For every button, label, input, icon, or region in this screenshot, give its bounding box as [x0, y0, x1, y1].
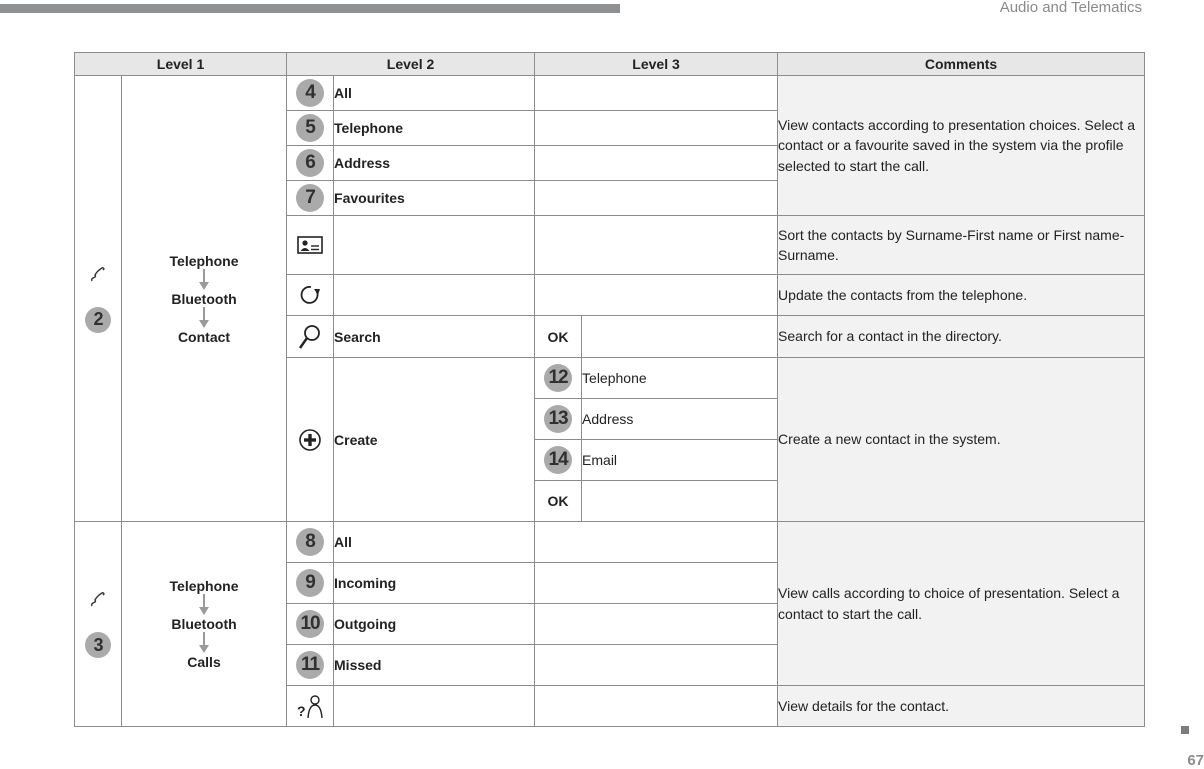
step-badge: 12: [544, 364, 572, 392]
empty-cell: [582, 316, 778, 358]
level1-contacts-path: [122, 76, 287, 522]
page-number: 67: [1187, 752, 1204, 769]
step-badge: 7: [296, 184, 324, 212]
down-arrow-icon: [198, 632, 210, 654]
view-favourites-option[interactable]: Favourites: [334, 181, 535, 216]
badge-cell: [287, 146, 334, 181]
empty-cell: [334, 275, 535, 316]
col-header-level-1: Level 1: [75, 53, 287, 76]
search-button-cell[interactable]: [287, 316, 334, 358]
contact-details-icon: [295, 693, 325, 719]
badge-cell: [287, 563, 334, 604]
path-step: Contact: [177, 328, 231, 345]
empty-cell: [535, 275, 778, 316]
table-row: [75, 76, 1145, 111]
step-badge: 9: [296, 569, 324, 597]
path-step: Bluetooth: [171, 616, 237, 632]
badge-cell: [535, 358, 582, 399]
step-badge: 4: [296, 79, 324, 107]
calls-missed-option[interactable]: Missed: [334, 645, 535, 686]
path-step: Telephone: [169, 252, 239, 269]
badge-cell: [287, 181, 334, 216]
update-button-cell[interactable]: [287, 275, 334, 316]
create-address-option[interactable]: Address: [582, 399, 778, 440]
empty-cell: [535, 686, 778, 727]
step-badge: 10: [296, 610, 324, 638]
empty-cell: [535, 216, 778, 275]
table-row: [75, 522, 1145, 563]
path-step: Telephone: [169, 578, 239, 594]
col-header-level-2: Level 2: [287, 53, 535, 76]
svg-text:?: ?: [297, 703, 306, 719]
create-email-option[interactable]: Email: [582, 440, 778, 481]
view-calls-comment: View calls according to choice of presentation. Select a contact to start the call.: [778, 522, 1145, 686]
step-badge: 5: [296, 114, 324, 142]
search-option[interactable]: Search: [334, 316, 535, 358]
create-telephone-option[interactable]: Telephone: [582, 358, 778, 399]
down-arrow-icon: [198, 307, 210, 329]
level1-calls-cell: [75, 522, 122, 727]
contact-card-icon: [297, 236, 323, 254]
details-button-cell[interactable]: [287, 686, 334, 727]
create-ok-button[interactable]: OK: [535, 481, 582, 522]
empty-cell: [334, 216, 535, 275]
table-header-row: [75, 53, 1145, 76]
create-contact-comment: Create a new contact in the system.: [778, 358, 1145, 522]
step-badge: 14: [544, 446, 572, 474]
header-bar: [0, 4, 620, 13]
step-badge: 13: [544, 405, 572, 433]
section-title: Audio and Telematics: [999, 0, 1142, 16]
view-contacts-comment: View contacts according to presentation choices. Select a contact or a favourite saved in the system via the profile selected to start the call.: [778, 76, 1145, 216]
empty-cell: [334, 686, 535, 727]
badge-cell: [287, 645, 334, 686]
view-details-comment: View details for the contact.: [778, 686, 1145, 727]
badge-cell: [287, 76, 334, 111]
view-telephone-option[interactable]: Telephone: [334, 111, 535, 146]
col-header-comments: Comments: [778, 53, 1145, 76]
badge-cell: [535, 440, 582, 481]
empty-cell: [535, 181, 778, 216]
calls-all-option[interactable]: All: [334, 522, 535, 563]
sort-button-cell[interactable]: [287, 216, 334, 275]
create-button-cell[interactable]: [287, 358, 334, 522]
empty-cell: [535, 563, 778, 604]
step-badge: 3: [85, 632, 111, 658]
view-all-option[interactable]: All: [334, 76, 535, 111]
level1-contacts-cell: [75, 76, 122, 522]
update-contacts-comment: Update the contacts from the telephone.: [778, 275, 1145, 316]
phone-handset-icon: [88, 590, 108, 610]
empty-cell: [535, 604, 778, 645]
sort-contacts-comment: Sort the contacts by Surname-First name or First name-Surname.: [778, 216, 1145, 275]
step-badge: 8: [296, 528, 324, 556]
menu-table: [74, 52, 1145, 727]
empty-cell: [535, 146, 778, 181]
empty-cell: [582, 481, 778, 522]
search-contact-comment: Search for a contact in the directory.: [778, 316, 1145, 358]
badge-cell: [287, 522, 334, 563]
calls-outgoing-option[interactable]: Outgoing: [334, 604, 535, 645]
empty-cell: [535, 645, 778, 686]
empty-cell: [535, 76, 778, 111]
empty-cell: [535, 522, 778, 563]
level1-calls-path: [122, 522, 287, 727]
step-badge: 11: [296, 651, 324, 679]
path-step: Bluetooth: [171, 290, 237, 307]
down-arrow-icon: [198, 594, 210, 616]
badge-cell: [287, 604, 334, 645]
step-badge: 6: [296, 149, 324, 177]
calls-incoming-option[interactable]: Incoming: [334, 563, 535, 604]
badge-cell: [535, 399, 582, 440]
step-badge: 2: [85, 307, 111, 333]
phone-handset-icon: [88, 265, 108, 285]
badge-cell: [287, 111, 334, 146]
search-ok-button[interactable]: OK: [535, 316, 582, 358]
empty-cell: [535, 111, 778, 146]
path-step: Calls: [187, 654, 221, 670]
create-option[interactable]: Create: [334, 358, 535, 522]
page-marker: [1181, 726, 1189, 734]
down-arrow-icon: [198, 269, 210, 291]
view-address-option[interactable]: Address: [334, 146, 535, 181]
search-icon: [298, 324, 322, 350]
refresh-icon: [298, 283, 322, 307]
col-header-level-3: Level 3: [535, 53, 778, 76]
add-circle-icon: [298, 428, 322, 452]
